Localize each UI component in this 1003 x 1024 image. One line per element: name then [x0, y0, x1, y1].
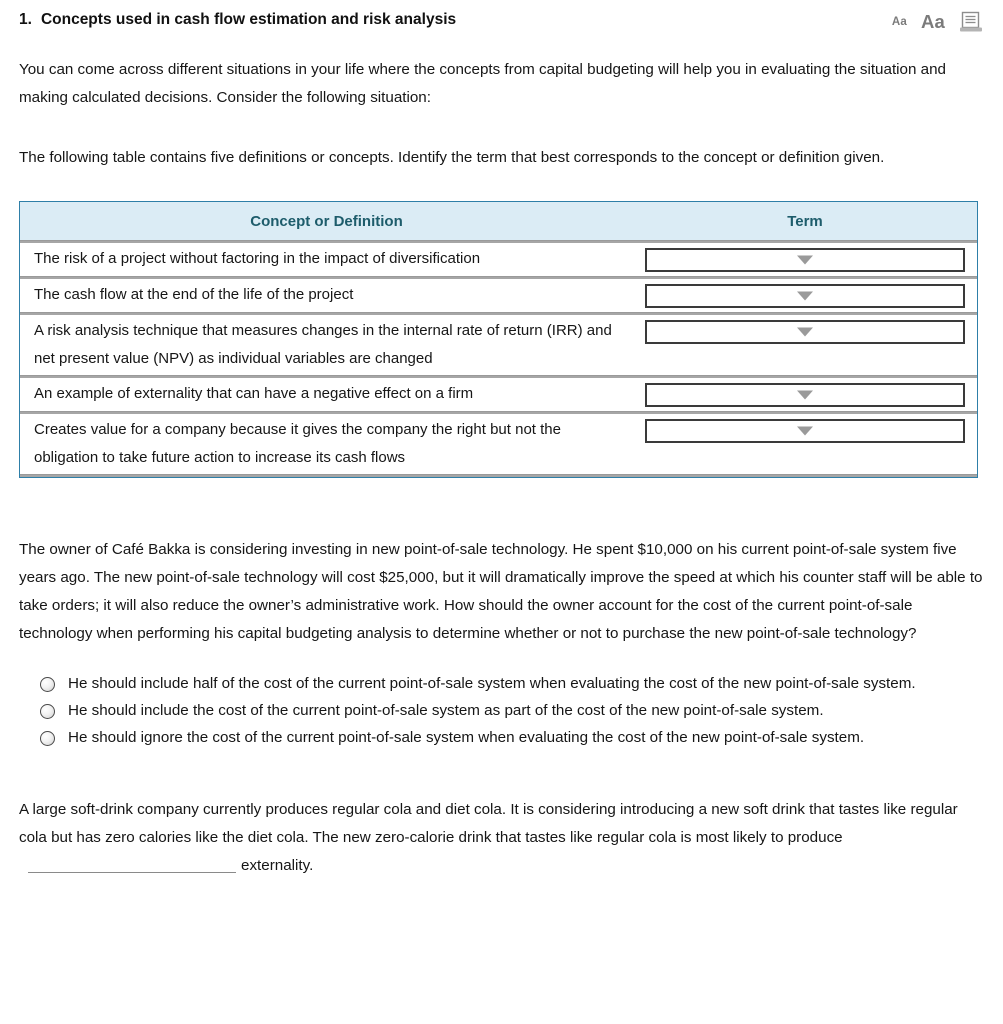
- concept-definition: An example of externality that can have a negative effect on a firm: [34, 385, 474, 402]
- column-header-term: Term: [633, 202, 977, 240]
- table-header-row: [20, 202, 977, 240]
- header-toolbar: [892, 11, 983, 33]
- intro-paragraph-1: You can come across different situations in your life where the concepts from capital budgeting will help you in evaluating the situation and making calculated decisions. Consider the following situation:: [19, 61, 946, 106]
- term-cell: [633, 315, 977, 375]
- answer-options-list: [0, 670, 1003, 751]
- concept-definition: The risk of a project without factoring in the impact of diversification: [34, 250, 481, 267]
- question-header: [0, 0, 1003, 33]
- chevron-down-icon: [797, 256, 813, 265]
- term-cell: [633, 414, 977, 474]
- option-row[interactable]: [40, 697, 975, 724]
- concept-definition: Creates value for a company because it gives the company the right but not the obligation to take future action to increase its cash flows: [34, 421, 561, 466]
- concept-definition: A risk analysis technique that measures changes in the internal rate of return (IRR) and net present value (NPV) as individual variables are changed: [34, 322, 612, 367]
- radio-button-icon[interactable]: [40, 704, 55, 719]
- soft-drink-text-before: A large soft-drink company currently produces regular cola and diet cola. It is considering introducing a new soft drink that tastes like regular cola but has zero calories like the diet cola. The new zero-calorie drink that tastes like regular cola is most likely to produce: [19, 801, 958, 846]
- option-row[interactable]: [40, 670, 975, 697]
- chevron-down-icon: [797, 328, 813, 337]
- concept-term-table: [19, 201, 978, 478]
- concept-definition: The cash flow at the end of the life of the project: [34, 286, 354, 303]
- table-row: [20, 315, 977, 375]
- term-dropdown[interactable]: [645, 284, 965, 308]
- cafe-bakka-prompt: The owner of Café Bakka is considering investing in new point-of-sale technology. He spent $10,000 on his current point-of-sale system five years ago. The new point-of-sale technology will cost $25,000, but it will dramatically improve the speed at which his counter staff will be able to take orders; it will also reduce the owner’s administrative work. How should the owner account for the cost of the current point-of-sale technology when performing his capital budgeting analysis to determine whether or not to purchase the new point-of-sale technology?: [19, 541, 983, 642]
- term-cell: [633, 279, 977, 312]
- table-row: [20, 243, 977, 276]
- term-dropdown[interactable]: [645, 383, 965, 407]
- row-separator: [20, 474, 977, 477]
- question-number: 1.: [19, 11, 32, 28]
- chevron-down-icon: [797, 292, 813, 301]
- option-label: He should include half of the cost of the current point-of-sale system when evaluating the cost of the new point-of-sale system.: [68, 675, 916, 692]
- print-document-icon[interactable]: [959, 11, 983, 33]
- term-dropdown[interactable]: [645, 248, 965, 272]
- increase-font-size-button[interactable]: Aa: [920, 11, 945, 32]
- option-label: He should include the cost of the current point-of-sale system as part of the cost of the new point-of-sale system.: [68, 702, 824, 719]
- intro-paragraph-2: The following table contains five definitions or concepts. Identify the term that best corresponds to the concept or definition given.: [19, 149, 885, 166]
- externality-blank-input[interactable]: [28, 853, 236, 873]
- term-cell: [633, 378, 977, 411]
- chevron-down-icon: [797, 391, 813, 400]
- term-dropdown[interactable]: [645, 419, 965, 443]
- page-title: Concepts used in cash flow estimation and risk analysis: [40, 11, 457, 28]
- soft-drink-prompt: [0, 796, 1003, 880]
- option-label: He should ignore the cost of the current point-of-sale system when evaluating the cost of the new point-of-sale system.: [68, 729, 865, 746]
- chevron-down-icon: [797, 427, 813, 436]
- column-header-concept: Concept or Definition: [20, 202, 633, 240]
- radio-button-icon[interactable]: [40, 677, 55, 692]
- decrease-font-size-button[interactable]: Aa: [891, 16, 907, 28]
- table-row: [20, 279, 977, 312]
- term-dropdown[interactable]: [645, 320, 965, 344]
- soft-drink-text-after: externality.: [241, 857, 314, 874]
- term-cell: [633, 243, 977, 276]
- table-row: [20, 414, 977, 474]
- option-row[interactable]: [40, 724, 975, 751]
- radio-button-icon[interactable]: [40, 731, 55, 746]
- table-row: [20, 378, 977, 411]
